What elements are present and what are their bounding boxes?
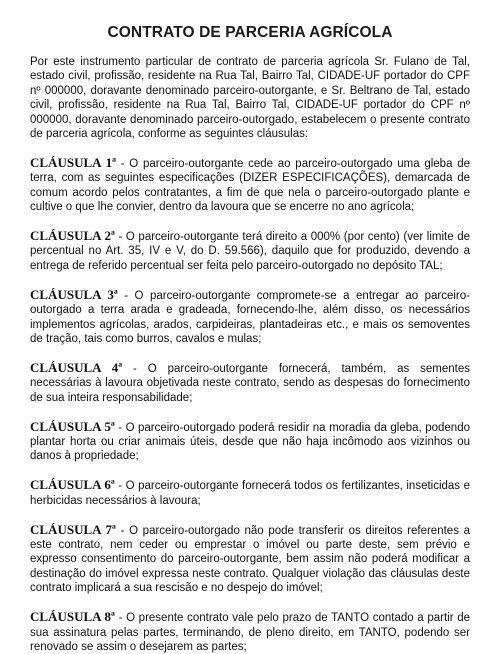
clause-heading: CLÁUSULA 3ª <box>30 286 118 302</box>
clause-2 <box>30 229 470 273</box>
clause-text: - O parceiro-outorgante fornecerá, também, as sementes necessárias à lavoura objetivada neste contrato, sendo as despesas do fornecimento de sua inteira responsabilidade; <box>30 362 470 404</box>
clause-heading: CLÁUSULA 5ª <box>30 418 115 434</box>
clause-heading: CLÁUSULA 1ª <box>30 154 116 170</box>
clause-8 <box>30 610 470 654</box>
clause-heading: CLÁUSULA 8ª <box>30 609 115 625</box>
clause-heading: CLÁUSULA 4ª <box>30 359 123 375</box>
clause-heading: CLÁUSULA 7ª <box>30 521 116 537</box>
clause-text: - O parceiro-outorgante cede ao parceiro-outorgado uma gleba de terra, com as seguintes especificações (DIZER ESPECIFICAÇÕES), demarcada de comum acordo pelos contratantes, a fim de que nela o parceiro-outorgado plante e cultive o que lhe convier, dentro da lavoura que se encerre no ano agrícola; <box>30 157 470 214</box>
clause-1 <box>30 156 470 215</box>
clause-text: - O parceiro-outorgante terá direito a 000% (por cento) (ver limite de percentual no Art. 35, IV e V, do D. 59.566), daquilo que for produzido, devendo a entrega de referido percentual ser feita pelo parceiro-outorgado no depósito TAL; <box>30 231 470 272</box>
clause-text: - O parceiro-outorgado poderá residir na moradia da gleba, podendo plantar horta ou criar animais úteis, desde que não haja incômodo aos vizinhos ou danos à propriedade; <box>30 421 470 463</box>
clause-7 <box>30 523 470 596</box>
clause-6 <box>30 478 470 508</box>
clause-heading: CLÁUSULA 6ª <box>30 477 115 493</box>
clause-5 <box>30 420 470 464</box>
clause-3 <box>30 288 470 347</box>
clause-4 <box>30 361 470 405</box>
clause-heading: CLÁUSULA 2ª <box>30 228 115 244</box>
intro-paragraph: Por este instrumento particular de contrato de parceria agrícola Sr. Fulano de Tal, estado civil, profissão, residente na Rua Tal, Bairro Tal, CIDADE-UF portador do CPF nº 000000, doravante denominado parceiro-outorgante, e Sr. Beltrano de Tal, estado civil, profissão, residente na Rua Tal, Bairro Tal, CIDADE-UF portador do CPF nº 000000, doravante denominado parceiro-outorgado, estabelecem o presente contrato de parceria agrícola, conforme as seguintes cláusulas: <box>30 56 470 141</box>
document-title: CONTRATO DE PARCERIA AGRÍCOLA <box>107 24 393 41</box>
clause-text: - O parceiro-outorgante compromete-se a entregar ao parceiro-outorgado a terra arada e gradeada, fornecendo-lhe, além disso, os necessários implementos agrícolas, arados, carpideiras, plantadeiras etc., e mais os semoventes de tração, tais como burros, cavalos e mulas; <box>30 289 470 345</box>
clause-text: - O parceiro-outorgado não pode transferir os direitos referentes a este contrato, nem ceder ou emprestar o imóvel ou parte deste, sem prévio e expresso consentimento do parceiro-outorgante, bem assim não poderá modificar a destinação do imóvel expressa neste contrato. Qualquer violação das cláusulas deste contrato implicará a sua rescisão e no despejo do imóvel; <box>30 524 470 595</box>
clause-text: - O presente contrato vale pelo prazo de TANTO contado a partir de sua assinatura pelas partes, terminando, de pleno direito, em TANTO, podendo ser renovado se assim o desejarem as partes; <box>30 612 470 653</box>
clause-text: - O parceiro-outorgante fornecerá todos os fertilizantes, inseticidas e herbicidas necessários à lavoura; <box>30 480 470 507</box>
